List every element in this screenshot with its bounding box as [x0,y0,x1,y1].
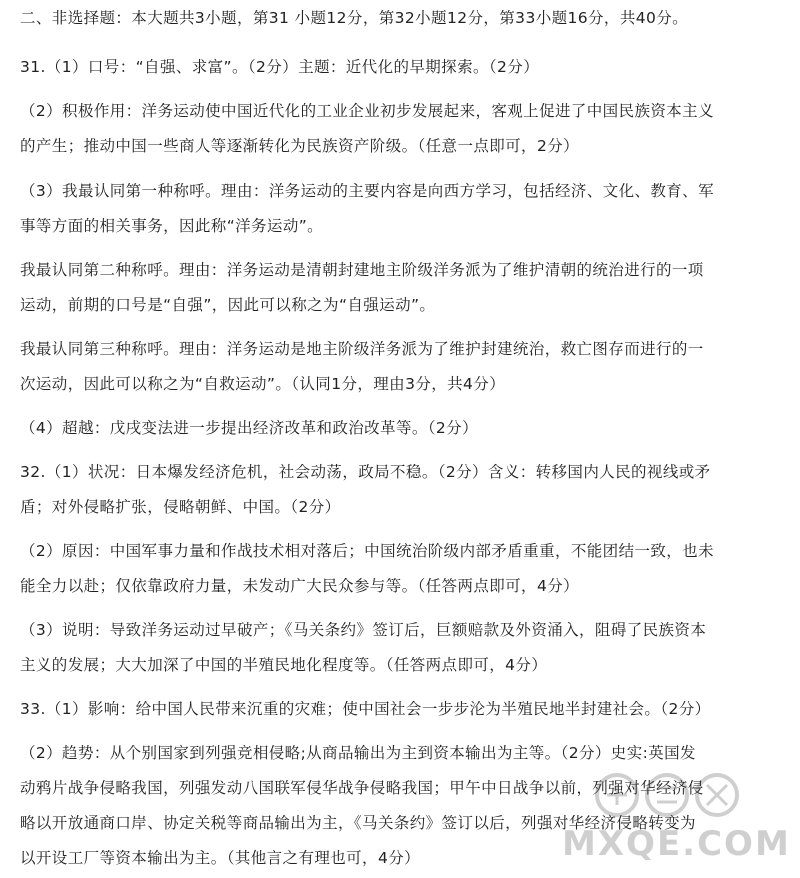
answer-line: 32.（1）状况：日本爆发经济危机，社会动荡，政局不稳。（2分）含义：转移国内人民的视线或矛 [20,463,711,481]
answer-line: 运动，前期的口号是“自强”，因此可以称之为“自强运动”。 [20,296,436,314]
watermark-logo-icon [592,770,742,820]
answer-line: 我最认同第三种称呼。理由：洋务运动是地主阶级洋务派为了维护封建统治，救亡图存而进行的一 [20,340,704,358]
answer-line: 33.（1）影响：给中国人民带来沉重的灾难；使中国社会一步步沦为半殖民地半封建社会。（2分） [20,700,711,718]
watermark [552,762,791,872]
section-heading: 二、非选择题：本大题共3小题，第31 小题12分，第32小题12分，第33小题16分，共40分。 [20,9,689,27]
answer-line: （2）积极作用：洋务运动使中国近代化的工业企业初步发展起来，客观上促进了中国民族资本主义 [20,102,714,120]
answer-line: 主义的发展；大大加深了中国的半殖民地化程度等。（任答两点即可，4分） [20,656,548,674]
answer-line: 31.（1）口号：“自强、求富”。（2分）主题：近代化的早期探索。（2分） [20,58,540,76]
answer-line: 盾；对外侵略扩张，侵略朝鲜、中国。（2分） [20,498,341,516]
answer-line: （4）超越：戊戌变法进一步提出经济改革和政治改革等。（2分） [20,419,478,437]
answer-line: 我最认同第二种称呼。理由：洋务运动是清朝封建地主阶级洋务派为了维护清朝的统治进行的一项 [20,261,704,279]
answer-line: 略以开放通商口岸、协定关税等商品输出为主，《马关条约》签订以后，列强对华经济侵略转变为 [20,814,696,832]
answer-line: （2）趋势：从个别国家到列强竞相侵略;从商品输出为主到资本输出为主等。（2分）史实:英国发 [20,744,696,762]
answer-line: （3）说明：导致洋务运动过早破产；《马关条约》签订后，巨额赔款及外资涌入，阻碍了民族资本 [20,621,707,639]
answer-line: 能全力以赴；仅依靠政府力量，未发动广大民众参与等。（任答两点即可，4分） [20,577,580,595]
answer-line: （3）我最认同第一种称呼。理由：洋务运动的主要内容是向西方学习，包括经济、文化、教育、军 [20,182,714,200]
answer-line: 次运动，因此可以称之为“自救运动”。（认同1分，理由3分，共4分） [20,375,506,393]
answer-line: 事等方面的相关事务，因此称“洋务运动”。 [20,217,324,235]
answer-line: （2）原因：中国军事力量和作战技术相对落后；中国统治阶级内部矛盾重重，不能团结一致，也未 [20,542,714,560]
answer-line: 以开设工厂等资本输出为主。（其他言之有理也可，4分） [20,849,421,867]
answer-line: 动鸦片战争侵略我国，列强发动八国联军侵华战争侵略我国；甲午中日战争以前，列强对华经济侵 [20,779,704,797]
watermark-text: MXQE.COM [562,824,791,864]
answer-line: 的产生；推动中国一些商人等逐渐转化为民族资产阶级。（任意一点即可，2分） [20,137,580,155]
